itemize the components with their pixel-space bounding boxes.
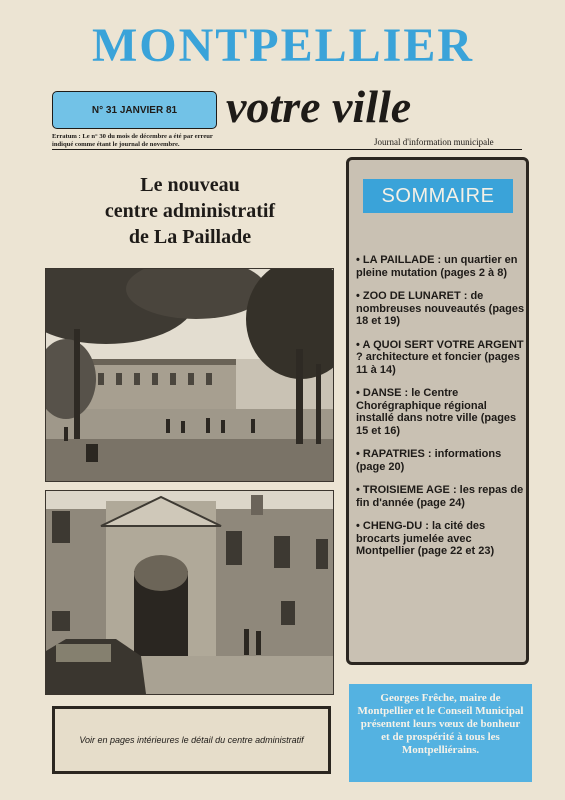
sommaire-panel — [346, 157, 529, 665]
building-entrance-photo — [45, 490, 334, 695]
mayor-greeting-text: Georges Frêche, maire de Montpellier et le Conseil Municipal présentent leurs vœux de bonheur et de prospérité à tous les Montpelliérains. — [357, 692, 524, 756]
sommaire-item: • RAPATRIES : informations (page 20) — [356, 448, 502, 473]
main-headline — [45, 172, 335, 250]
erratum-note: Erratum : Le n° 30 du mois de décembre a été par erreur indiqué comme étant le journal de novembre. — [52, 133, 213, 148]
masthead-rule — [52, 149, 522, 150]
sommaire-item: • LA PAILLADE : un quartier en pleine mutation (pages 2 à 8) — [356, 254, 518, 279]
sommaire-item: • DANSE : le Centre Chorégraphique régional installé dans notre ville (pages 15 et 16) — [356, 387, 517, 437]
photo-caption-text: Voir en pages intérieures le détail du centre administratif — [79, 735, 304, 745]
headline-line-2: centre administratif — [104, 200, 276, 222]
masthead-tagline: votre ville — [226, 81, 412, 132]
headline-line-3: de La Paillade — [128, 226, 252, 248]
courtyard-photo — [45, 268, 334, 482]
photo-caption — [52, 706, 331, 774]
sommaire-item: • CHENG-DU : la cité des brocarts jumelée avec Montpellier (page 22 et 23) — [356, 520, 495, 557]
mayor-greeting-box — [349, 684, 532, 782]
sommaire-list — [356, 254, 526, 569]
sommaire-item: • ZOO DE LUNARET : de nombreuses nouveautés (pages 18 et 19) — [356, 290, 525, 327]
masthead-title: MONTPELLIER — [91, 19, 475, 72]
sommaire-title: SOMMAIRE — [363, 179, 513, 213]
sommaire-item: • TROISIEME AGE : les repas de fin d'année (page 24) — [356, 484, 524, 509]
journal-label: Journal d'information municipale — [374, 137, 494, 147]
sommaire-item: • A QUOI SERT VOTRE ARGENT ? architecture et foncier (pages 11 à 14) — [356, 338, 524, 376]
headline-line-1: Le nouveau — [140, 174, 240, 196]
issue-badge: N° 31 JANVIER 81 — [52, 91, 217, 129]
